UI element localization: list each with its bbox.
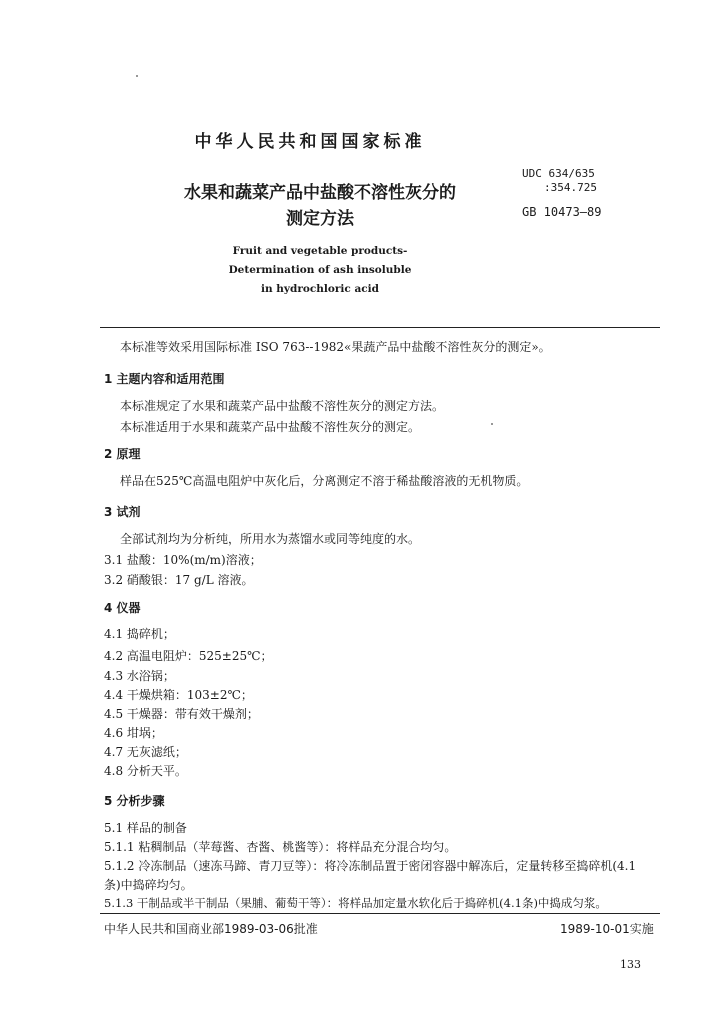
english-title-line3: in hydrochloric acid bbox=[260, 283, 379, 295]
english-title-line2: Determination of ash insoluble bbox=[228, 264, 412, 276]
item-4-2: 4.2 高温电阻炉：525±25℃； bbox=[104, 649, 273, 663]
section-4-heading: 4 仪器 bbox=[104, 601, 141, 615]
bottom-divider bbox=[100, 913, 660, 914]
implementation-date: 1989-10-01实施 bbox=[560, 922, 654, 936]
udc-code-line1: UDC 634/635 bbox=[522, 167, 595, 180]
item-5-1-2-line1: 5.1.2 冷冻制品（速冻马蹄、青刀豆等）：将冷冻制品置于密闭容器中解冻后，定量转移至捣碎机(4.1 bbox=[104, 859, 637, 873]
udc-code-line2: :354.725 bbox=[544, 181, 597, 194]
scan-speck bbox=[136, 75, 138, 77]
page-number: 133 bbox=[620, 958, 641, 971]
section-2-paragraph-1: 样品在525℃高温电阻炉中灰化后，分离测定不溶于稀盐酸溶液的无机物质。 bbox=[120, 474, 529, 488]
section-1-paragraph-1: 本标准规定了水果和蔬菜产品中盐酸不溶性灰分的测定方法。 bbox=[120, 399, 445, 413]
item-4-6: 4.6 坩埚； bbox=[104, 726, 163, 740]
section-3-heading: 3 试剂 bbox=[104, 505, 141, 519]
item-5-1-3: 5.1.3 干制品或半干制品（果脯、葡萄干等）：将样品加定量水软化后于捣碎机(4.1条)中捣成匀浆。 bbox=[104, 896, 607, 910]
document-title-line1: 水果和蔬菜产品中盐酸不溶性灰分的 bbox=[184, 183, 456, 203]
item-4-3: 4.3 水浴锅； bbox=[104, 669, 175, 683]
section-1-heading: 1 主题内容和适用范围 bbox=[104, 372, 225, 386]
item-4-8: 4.8 分析天平。 bbox=[104, 764, 187, 778]
section-3-paragraph-1: 全部试剂均为分析纯，所用水为蒸馏水或同等纯度的水。 bbox=[120, 532, 421, 546]
section-1-paragraph-2: 本标准适用于水果和蔬菜产品中盐酸不溶性灰分的测定。 bbox=[120, 420, 421, 434]
item-5-1-2-line2: 条)中捣碎均匀。 bbox=[104, 878, 193, 892]
item-4-1: 4.1 捣碎机； bbox=[104, 627, 175, 641]
item-4-4: 4.4 干燥烘箱：103±2℃； bbox=[104, 688, 253, 702]
top-divider bbox=[100, 327, 660, 328]
section-5-heading: 5 分析步骤 bbox=[104, 794, 165, 808]
english-title-line1: Fruit and vegetable products- bbox=[232, 245, 408, 257]
item-4-5: 4.5 干燥器：带有效干燥剂； bbox=[104, 707, 259, 721]
section-2-heading: 2 原理 bbox=[104, 447, 141, 461]
approval-line: 中华人民共和国商业部1989-03-06批准 bbox=[104, 922, 318, 936]
item-4-7: 4.7 无灰滤纸； bbox=[104, 745, 187, 759]
item-5-1: 5.1 样品的制备 bbox=[104, 821, 187, 835]
scan-speck bbox=[491, 423, 493, 425]
item-3-2: 3.2 硝酸银：17 g/L 溶液。 bbox=[104, 573, 254, 587]
item-3-1: 3.1 盐酸：10%(m/m)溶液； bbox=[104, 553, 262, 567]
national-standard-heading: 中华人民共和国国家标准 bbox=[194, 132, 426, 152]
intro-text: 本标准等效采用国际标准 ISO 763--1982«果蔬产品中盐酸不溶性灰分的测定»。 bbox=[120, 340, 551, 354]
gb-standard-number: GB 10473—89 bbox=[522, 205, 602, 219]
document-title-line2: 测定方法 bbox=[286, 209, 354, 229]
item-5-1-1: 5.1.1 粘稠制品（苹莓酱、杏酱、桃酱等）：将样品充分混合均匀。 bbox=[104, 840, 457, 854]
